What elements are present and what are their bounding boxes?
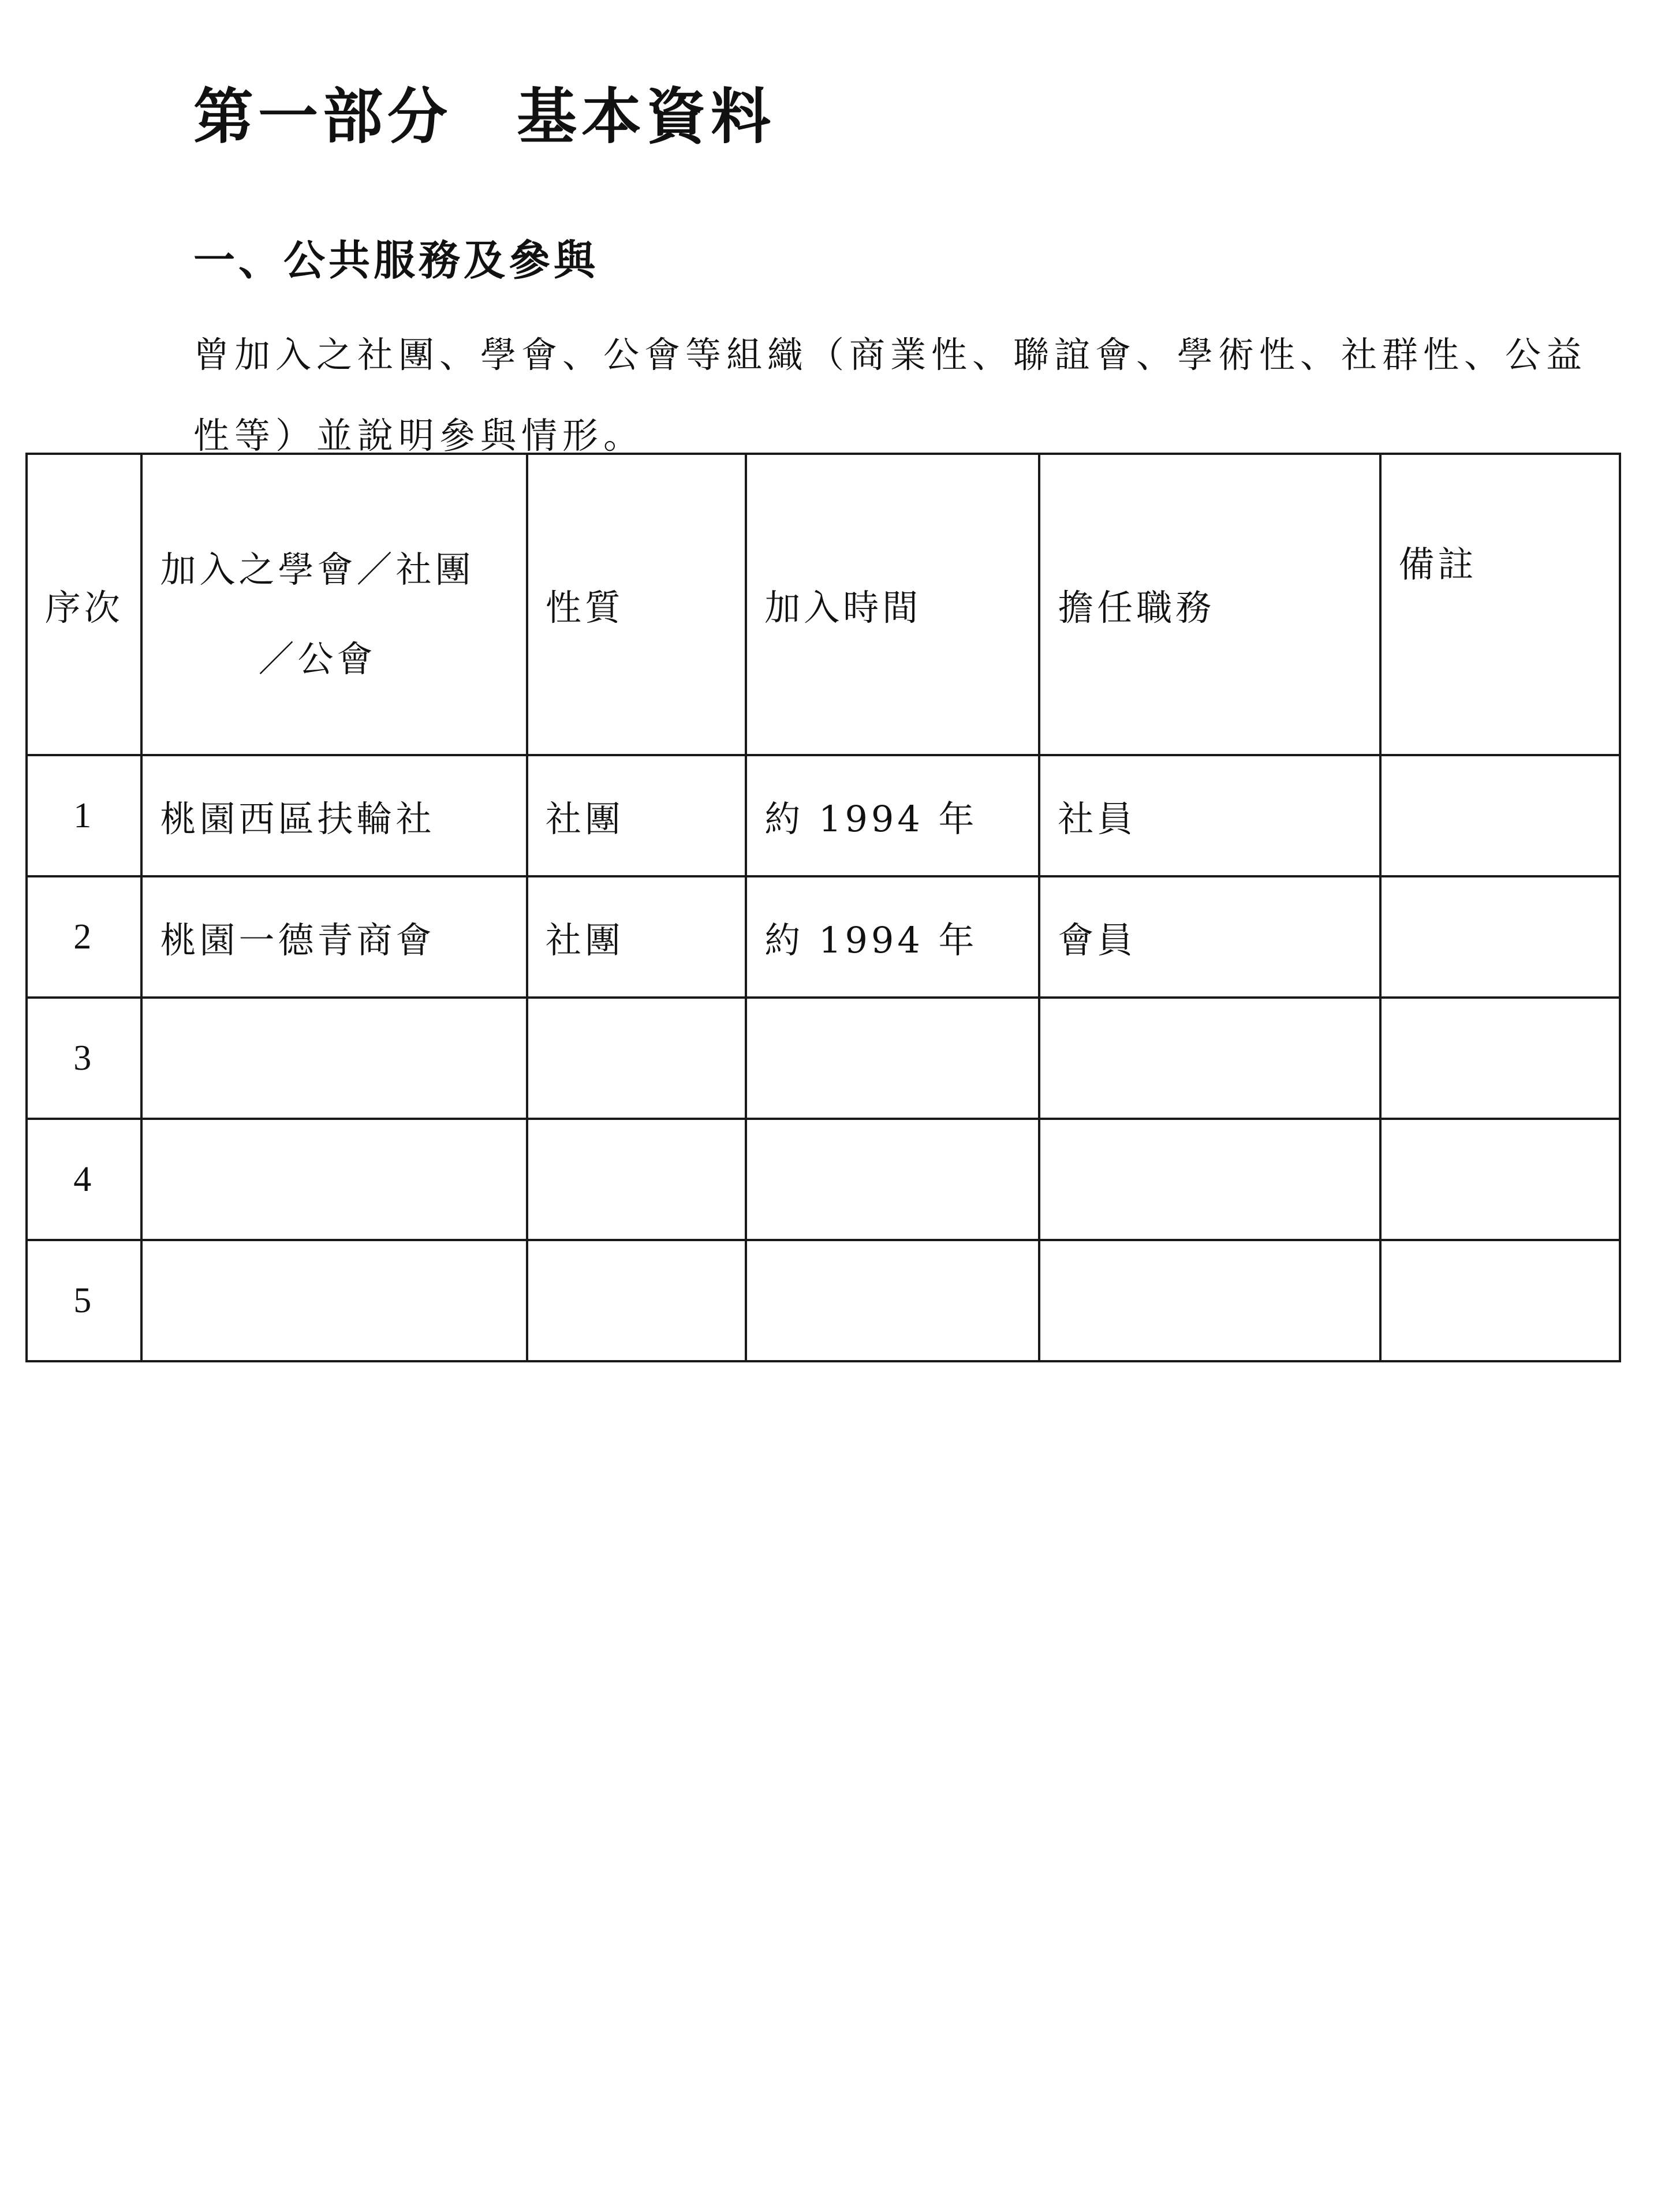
row-remarks — [1380, 998, 1620, 1119]
header-organization-name-line1: 加入之學會／社團 — [160, 548, 475, 591]
row-remarks — [1380, 876, 1620, 998]
table-row — [27, 1240, 1620, 1361]
header-nature: 性質 — [527, 454, 746, 755]
row-role — [1039, 998, 1380, 1119]
header-role: 擔任職務 — [1039, 454, 1380, 755]
table-header-row — [27, 454, 1620, 755]
row-organization-name — [141, 998, 527, 1119]
row-role — [1039, 1119, 1380, 1240]
row-join-time: 約 1994 年 — [746, 876, 1039, 998]
table-row — [27, 1119, 1620, 1240]
header-join-time: 加入時間 — [746, 454, 1039, 755]
row-role: 會員 — [1039, 876, 1380, 998]
row-role: 社員 — [1039, 755, 1380, 876]
organization-table — [25, 453, 1621, 1362]
row-remarks — [1380, 1240, 1620, 1361]
header-remarks: 備註 — [1380, 454, 1620, 755]
row-seq: 1 — [27, 755, 141, 876]
row-nature — [527, 1119, 746, 1240]
table-row — [27, 876, 1620, 998]
row-organization-name — [141, 1240, 527, 1361]
row-nature: 社團 — [527, 755, 746, 876]
row-seq: 2 — [27, 876, 141, 998]
row-join-time — [746, 1119, 1039, 1240]
table-row — [27, 998, 1620, 1119]
header-organization-name — [141, 454, 527, 755]
row-organization-name: 桃園一德青商會 — [141, 876, 527, 998]
section-heading: 一、公共服務及參與 — [193, 236, 599, 285]
row-organization-name — [141, 1119, 527, 1240]
row-nature — [527, 1240, 746, 1361]
header-organization-name-line2: ／公會 — [258, 638, 376, 680]
row-seq: 5 — [27, 1240, 141, 1361]
row-remarks — [1380, 1119, 1620, 1240]
row-join-time — [746, 1240, 1039, 1361]
row-nature — [527, 998, 746, 1119]
row-join-time — [746, 998, 1039, 1119]
row-seq: 4 — [27, 1119, 141, 1240]
page-title: 第一部分 基本資料 — [193, 81, 776, 152]
row-remarks — [1380, 755, 1620, 876]
row-organization-name: 桃園西區扶輪社 — [141, 755, 527, 876]
row-join-time: 約 1994 年 — [746, 755, 1039, 876]
row-seq: 3 — [27, 998, 141, 1119]
section-description: 曾加入之社團、學會、公會等組織（商業性、聯誼會、學術性、社群性、公益性等）並說明參與情形。 — [193, 334, 1588, 457]
table-row — [27, 755, 1620, 876]
row-nature: 社團 — [527, 876, 746, 998]
row-role — [1039, 1240, 1380, 1361]
header-seq: 序次 — [27, 454, 141, 755]
